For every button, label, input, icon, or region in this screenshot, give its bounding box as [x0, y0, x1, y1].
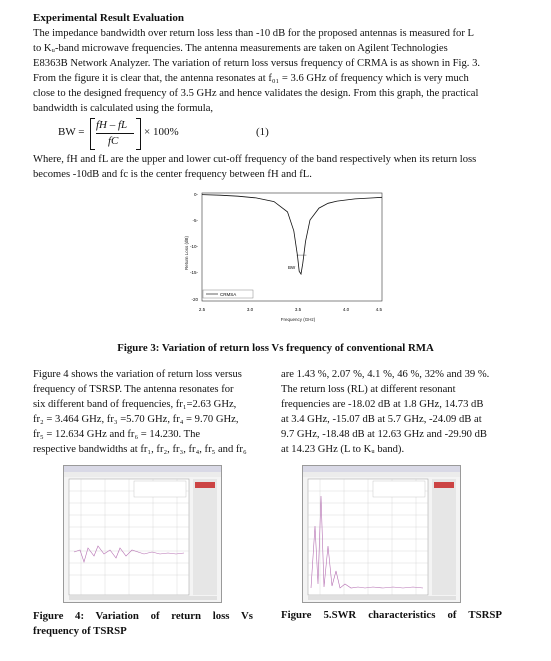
y-ticks: [190, 192, 199, 302]
left-bracket: [90, 118, 95, 150]
right-line: at 14.23 GHz (L to Kᵤ band).: [281, 444, 405, 455]
x-tick: 2.5: [198, 307, 206, 312]
bandwidth-equation: [58, 118, 318, 152]
return-loss-chart: [170, 183, 385, 323]
y-tick: 0-: [193, 192, 198, 197]
left-line: frequency of TSRSP. The antenna resonates for: [33, 384, 234, 395]
equation-numerator: fH – fL: [96, 119, 128, 131]
para1-line: E8363B Network Analyzer. The variation of return loss versus frequency of CRMA is as shown in Fig. 3.: [33, 58, 481, 69]
x-ticks: [199, 307, 383, 312]
para2-line: Where, fH and fL are the upper and lower cut-off frequency of the band respectively when its return loss: [33, 154, 477, 165]
para1-line: The impedance bandwidth over return loss less than -10 dB for the proposed antennas is measured for L: [33, 28, 474, 39]
left-column: [33, 367, 282, 457]
fig5-analyzer-screenshot: [302, 465, 461, 603]
y-axis-label: Return Loss (dB): [184, 235, 189, 271]
left-line: fr₅ = 12.634 GHz and fr₆ = 14.230. The: [33, 429, 201, 440]
x-tick: 4.0: [342, 307, 350, 312]
right-line: at 3.4 GHz, -15.07 dB at 5.7 GHz, -24.09 dB at: [281, 414, 482, 425]
fig4-caption-line: frequency of TSRSP: [33, 625, 127, 637]
left-line: fr₂ = 3.464 GHz, fr₃ =5.70 GHz, fr₄ = 9.70 GHz,: [33, 414, 239, 425]
where-paragraph: [33, 152, 518, 182]
equation-number: (1): [256, 126, 269, 138]
intro-paragraph: [33, 26, 518, 116]
y-tick: -15-: [189, 270, 198, 275]
left-line: respective bandwidths at fr₁, fr₂, fr₃, fr₄, fr₅ and fr₆: [33, 444, 247, 455]
y-tick: -10-: [189, 244, 198, 249]
equation-lhs: BW =: [58, 126, 85, 138]
para1-line: close to the designed frequency of 3.5 GHz and hence validates the design. From this graph, the practical: [33, 88, 479, 99]
right-bracket: [136, 118, 141, 150]
para1-line: bandwidth is calculated using the formula,: [33, 103, 214, 114]
fig4-analyzer-image: [64, 466, 221, 602]
right-line: are 1.43 %, 2.07 %, 4.1 %, 46 %, 32% and 39 %.: [281, 369, 490, 380]
para1-line: From the figure it is clear that, the antenna resonates at f₀₁ = 3.6 GHz of frequency which is very much: [33, 73, 469, 84]
series-line-crmsa: [202, 195, 382, 274]
x-axis-label: Frequency (GHz): [280, 317, 316, 322]
right-line: The return loss (RL) at different resonant: [281, 384, 456, 395]
fig5-analyzer-image: [303, 466, 460, 602]
fig4-caption: [33, 609, 253, 639]
para1-line: to Kᵤ-band microwave frequencies. The antenna measurements are taken on Agilent Technologies: [33, 43, 448, 54]
y-tick: -5-: [192, 218, 198, 223]
x-tick: 3.0: [246, 307, 254, 312]
x-tick: 4.5: [375, 307, 382, 312]
section-title: Experimental Result Evaluation: [33, 12, 184, 24]
para2-line: becomes -10dB and fc is the center frequency between fH and fL.: [33, 169, 312, 180]
left-line: Figure 4 shows the variation of return loss versus: [33, 369, 242, 380]
fraction-bar: [96, 133, 134, 134]
y-tick: -20: [191, 297, 198, 302]
fig4-caption-line: Figure 4: Variation of return loss Vs: [33, 610, 253, 622]
fig3-caption: Figure 3: Variation of return loss Vs frequency of conventional RMA: [117, 342, 434, 354]
x-tick: 3.5: [294, 307, 302, 312]
equation-denominator: fC: [108, 135, 119, 147]
left-line: six different band of frequencies, fr₁=2.63 GHz,: [33, 399, 237, 410]
equation-rhs: × 100%: [144, 126, 179, 138]
right-line: 9.7 GHz, -18.48 dB at 12.63 GHz and -29.90 dB: [281, 429, 487, 440]
fig4-analyzer-screenshot: [63, 465, 222, 603]
right-column: [281, 367, 519, 457]
plot-frame: [202, 193, 382, 301]
fig5-caption: Figure 5.SWR characteristics of TSRSP: [281, 609, 502, 621]
bw-annotation: BW: [288, 265, 296, 270]
legend-label: CRMSA: [220, 292, 237, 297]
right-line: frequencies are -18.02 dB at 1.8 GHz, 14.73 dB: [281, 399, 484, 410]
